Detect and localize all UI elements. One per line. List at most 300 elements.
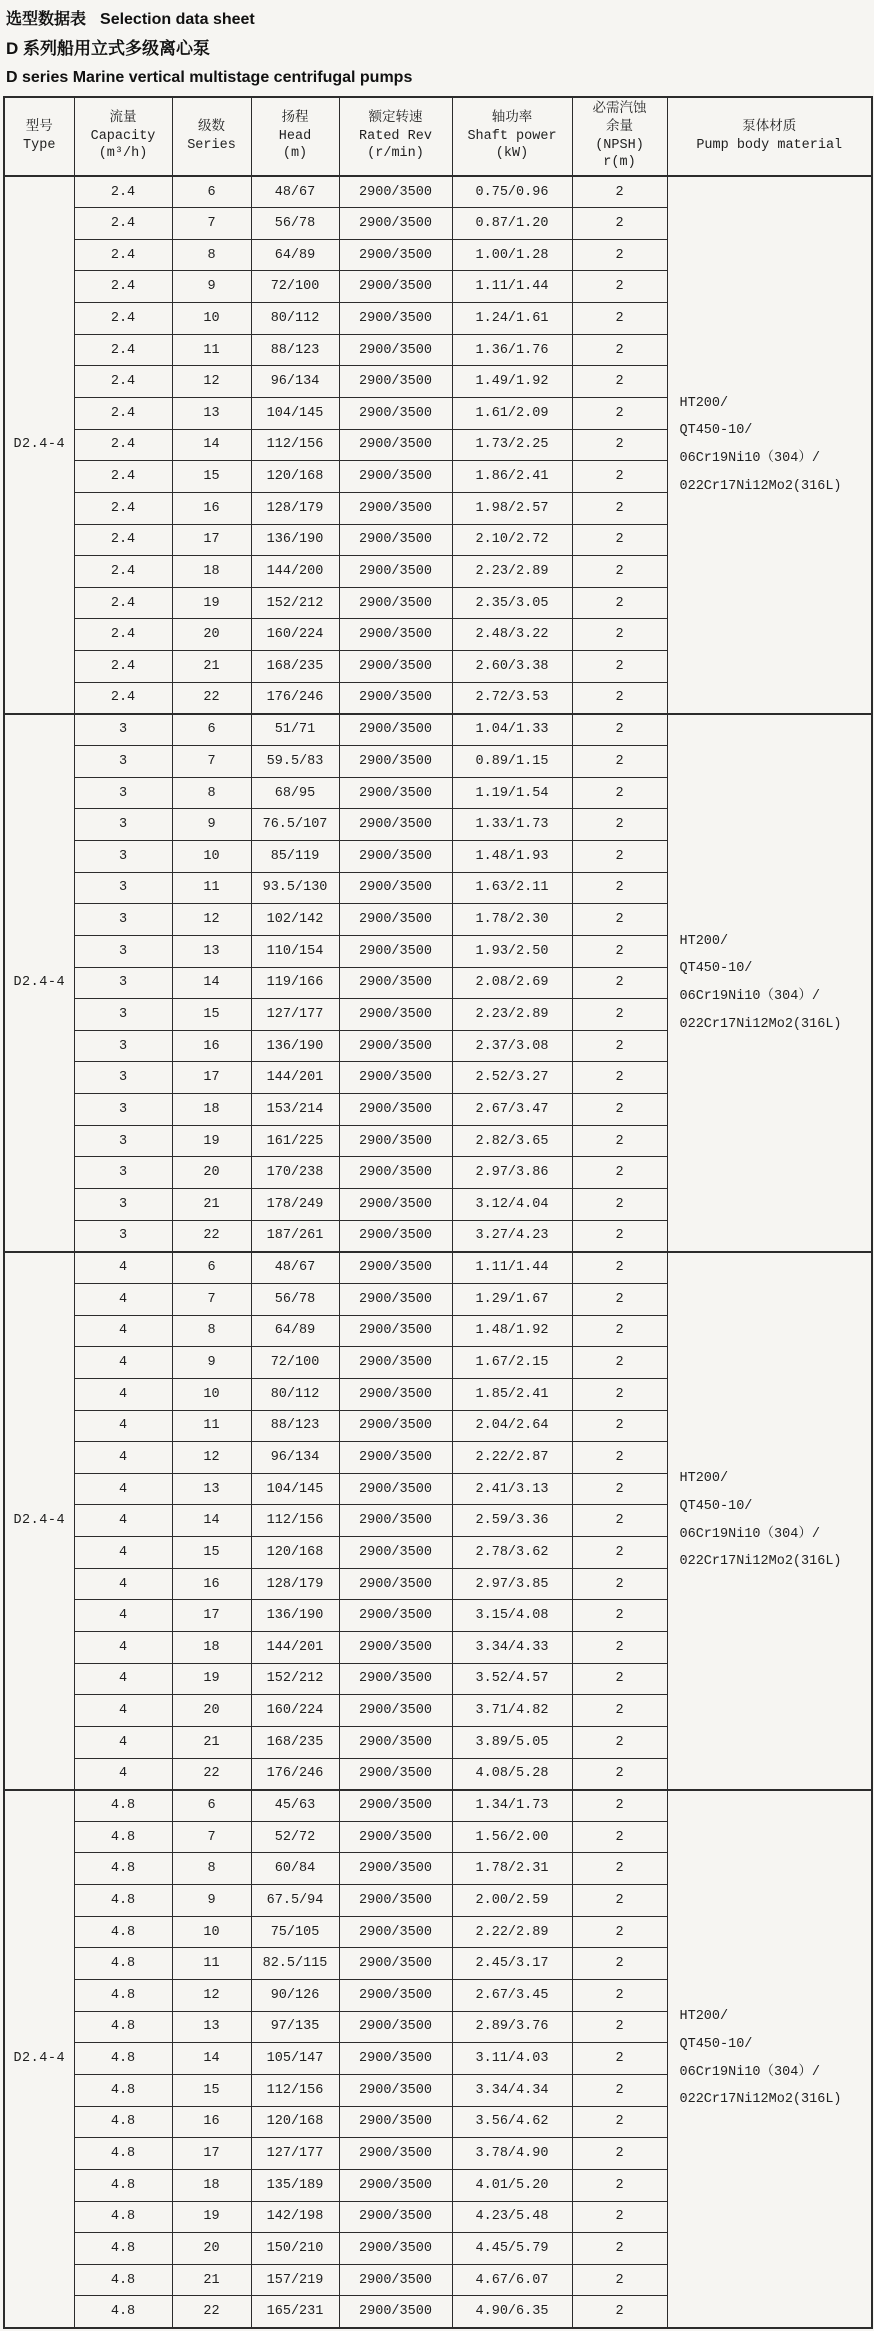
rated-rev-cell: 2900/3500 <box>339 967 452 999</box>
rated-rev-cell: 2900/3500 <box>339 1473 452 1505</box>
series-cell: 11 <box>172 1410 251 1442</box>
rated-rev-cell: 2900/3500 <box>339 2011 452 2043</box>
capacity-cell: 4 <box>74 1663 172 1695</box>
series-cell: 9 <box>172 271 251 303</box>
head-cell: 110/154 <box>251 935 339 967</box>
npsh-cell: 2 <box>572 524 667 556</box>
npsh-cell: 2 <box>572 239 667 271</box>
shaft-power-cell: 1.86/2.41 <box>452 461 572 493</box>
npsh-cell: 2 <box>572 492 667 524</box>
rated-rev-cell: 2900/3500 <box>339 999 452 1031</box>
series-cell: 7 <box>172 746 251 778</box>
rated-rev-cell: 2900/3500 <box>339 2264 452 2296</box>
column-header-line: (kW) <box>495 146 529 162</box>
capacity-cell: 3 <box>74 1030 172 1062</box>
material-line: 022Cr17Ni12Mo2(316L) <box>679 1016 842 1032</box>
material-line: 06Cr19Ni10（304）/ <box>679 988 820 1004</box>
capacity-cell: 2.4 <box>74 492 172 524</box>
shaft-power-cell: 2.35/3.05 <box>452 587 572 619</box>
head-cell: 157/219 <box>251 2264 339 2296</box>
npsh-cell: 2 <box>572 935 667 967</box>
series-cell: 11 <box>172 1948 251 1980</box>
series-cell: 21 <box>172 1189 251 1221</box>
capacity-cell: 2.4 <box>74 587 172 619</box>
rated-rev-cell: 2900/3500 <box>339 2138 452 2170</box>
capacity-cell: 4 <box>74 1505 172 1537</box>
head-cell: 96/134 <box>251 366 339 398</box>
npsh-cell: 2 <box>572 1030 667 1062</box>
column-header-line: 型号 <box>25 119 53 135</box>
series-cell: 19 <box>172 587 251 619</box>
shaft-power-cell: 3.34/4.34 <box>452 2074 572 2106</box>
rated-rev-cell: 2900/3500 <box>339 1442 452 1474</box>
series-cell: 17 <box>172 2138 251 2170</box>
rated-rev-cell: 2900/3500 <box>339 1378 452 1410</box>
npsh-cell: 2 <box>572 1948 667 1980</box>
capacity-cell: 4.8 <box>74 1821 172 1853</box>
series-cell: 11 <box>172 334 251 366</box>
shaft-power-cell: 3.34/4.33 <box>452 1631 572 1663</box>
head-cell: 59.5/83 <box>251 746 339 778</box>
head-cell: 136/190 <box>251 1600 339 1632</box>
rated-rev-cell: 2900/3500 <box>339 809 452 841</box>
head-cell: 102/142 <box>251 904 339 936</box>
rated-rev-cell: 2900/3500 <box>339 1980 452 2012</box>
capacity-cell: 3 <box>74 746 172 778</box>
rated-rev-cell: 2900/3500 <box>339 1283 452 1315</box>
head-cell: 119/166 <box>251 967 339 999</box>
npsh-cell: 2 <box>572 746 667 778</box>
shaft-power-cell: 1.93/2.50 <box>452 935 572 967</box>
rated-rev-cell: 2900/3500 <box>339 714 452 746</box>
capacity-cell: 4.8 <box>74 2169 172 2201</box>
shaft-power-cell: 2.52/3.27 <box>452 1062 572 1094</box>
rated-rev-cell: 2900/3500 <box>339 1125 452 1157</box>
material-line: QT450-10/ <box>679 961 753 977</box>
shaft-power-cell: 1.48/1.92 <box>452 1315 572 1347</box>
npsh-cell: 2 <box>572 303 667 335</box>
head-cell: 136/190 <box>251 1030 339 1062</box>
rated-rev-cell: 2900/3500 <box>339 334 452 366</box>
shaft-power-cell: 1.04/1.33 <box>452 714 572 746</box>
capacity-cell: 4.8 <box>74 2043 172 2075</box>
shaft-power-cell: 1.49/1.92 <box>452 366 572 398</box>
series-cell: 14 <box>172 1505 251 1537</box>
column-header-npsh <box>572 97 667 176</box>
column-header-capacity <box>74 97 172 176</box>
column-header-line: (m) <box>282 146 308 162</box>
capacity-cell: 3 <box>74 1189 172 1221</box>
page-subtitle-en: D series Marine vertical multistage centrifugal pumps <box>6 68 413 86</box>
head-cell: 153/214 <box>251 1094 339 1126</box>
column-header-line: Series <box>187 137 236 153</box>
rated-rev-cell: 2900/3500 <box>339 1252 452 1284</box>
head-cell: 152/212 <box>251 1663 339 1695</box>
series-cell: 8 <box>172 1315 251 1347</box>
table-row <box>4 1252 872 1284</box>
npsh-cell: 2 <box>572 1347 667 1379</box>
capacity-cell: 3 <box>74 935 172 967</box>
head-cell: 88/123 <box>251 1410 339 1442</box>
capacity-cell: 4 <box>74 1568 172 1600</box>
shaft-power-cell: 1.85/2.41 <box>452 1378 572 1410</box>
npsh-cell: 2 <box>572 999 667 1031</box>
npsh-cell: 2 <box>572 2201 667 2233</box>
head-cell: 48/67 <box>251 1252 339 1284</box>
npsh-cell: 2 <box>572 461 667 493</box>
document-header <box>0 0 874 89</box>
shaft-power-cell: 1.19/1.54 <box>452 777 572 809</box>
series-cell: 18 <box>172 2169 251 2201</box>
head-cell: 144/201 <box>251 1631 339 1663</box>
npsh-cell: 2 <box>572 1821 667 1853</box>
rated-rev-cell: 2900/3500 <box>339 2169 452 2201</box>
npsh-cell: 2 <box>572 872 667 904</box>
npsh-cell: 2 <box>572 1916 667 1948</box>
series-cell: 15 <box>172 999 251 1031</box>
npsh-cell: 2 <box>572 429 667 461</box>
rated-rev-cell: 2900/3500 <box>339 1885 452 1917</box>
capacity-cell: 4 <box>74 1410 172 1442</box>
shaft-power-cell: 1.29/1.67 <box>452 1283 572 1315</box>
shaft-power-cell: 2.67/3.47 <box>452 1094 572 1126</box>
series-cell: 6 <box>172 714 251 746</box>
capacity-cell: 4.8 <box>74 1948 172 1980</box>
npsh-cell: 2 <box>572 1885 667 1917</box>
rated-rev-cell: 2900/3500 <box>339 1315 452 1347</box>
shaft-power-cell: 2.23/2.89 <box>452 556 572 588</box>
npsh-cell: 2 <box>572 619 667 651</box>
head-cell: 97/135 <box>251 2011 339 2043</box>
series-cell: 7 <box>172 208 251 240</box>
capacity-cell: 3 <box>74 904 172 936</box>
capacity-cell: 4.8 <box>74 2106 172 2138</box>
shaft-power-cell: 1.34/1.73 <box>452 1790 572 1822</box>
series-cell: 12 <box>172 904 251 936</box>
npsh-cell: 2 <box>572 1695 667 1727</box>
capacity-cell: 4.8 <box>74 1885 172 1917</box>
head-cell: 150/210 <box>251 2233 339 2265</box>
rated-rev-cell: 2900/3500 <box>339 904 452 936</box>
capacity-cell: 4.8 <box>74 1853 172 1885</box>
rated-rev-cell: 2900/3500 <box>339 2233 452 2265</box>
capacity-cell: 4 <box>74 1600 172 1632</box>
type-cell: D2.4-4 <box>4 176 74 714</box>
head-cell: 45/63 <box>251 1790 339 1822</box>
capacity-cell: 2.4 <box>74 398 172 430</box>
shaft-power-cell: 2.59/3.36 <box>452 1505 572 1537</box>
series-cell: 15 <box>172 461 251 493</box>
material-line: HT200/ <box>679 2009 729 2025</box>
shaft-power-cell: 2.97/3.85 <box>452 1568 572 1600</box>
capacity-cell: 4 <box>74 1473 172 1505</box>
shaft-power-cell: 2.22/2.89 <box>452 1916 572 1948</box>
table-row <box>4 176 872 208</box>
shaft-power-cell: 4.23/5.48 <box>452 2201 572 2233</box>
series-cell: 15 <box>172 1537 251 1569</box>
head-cell: 80/112 <box>251 303 339 335</box>
rated-rev-cell: 2900/3500 <box>339 1663 452 1695</box>
capacity-cell: 2.4 <box>74 429 172 461</box>
capacity-cell: 3 <box>74 967 172 999</box>
capacity-cell: 4 <box>74 1442 172 1474</box>
npsh-cell: 2 <box>572 176 667 208</box>
series-cell: 22 <box>172 1220 251 1252</box>
type-cell: D2.4-4 <box>4 714 74 1252</box>
rated-rev-cell: 2900/3500 <box>339 556 452 588</box>
npsh-cell: 2 <box>572 1410 667 1442</box>
material-line: 06Cr19Ni10（304）/ <box>679 2064 820 2080</box>
npsh-cell: 2 <box>572 1189 667 1221</box>
page-subtitle-zh: D 系列船用立式多级离心泵 <box>6 39 210 59</box>
capacity-cell: 3 <box>74 840 172 872</box>
npsh-cell: 2 <box>572 1568 667 1600</box>
capacity-cell: 2.4 <box>74 524 172 556</box>
head-cell: 127/177 <box>251 2138 339 2170</box>
column-header-material <box>667 97 872 176</box>
rated-rev-cell: 2900/3500 <box>339 524 452 556</box>
column-header-line: 余量 <box>606 119 633 135</box>
rated-rev-cell: 2900/3500 <box>339 2296 452 2328</box>
head-cell: 72/100 <box>251 1347 339 1379</box>
npsh-cell: 2 <box>572 1663 667 1695</box>
series-cell: 10 <box>172 840 251 872</box>
series-cell: 18 <box>172 556 251 588</box>
rated-rev-cell: 2900/3500 <box>339 872 452 904</box>
head-cell: 64/89 <box>251 1315 339 1347</box>
pump-table-body <box>4 176 872 2328</box>
series-cell: 16 <box>172 492 251 524</box>
series-cell: 16 <box>172 1568 251 1600</box>
shaft-power-cell: 0.87/1.20 <box>452 208 572 240</box>
series-cell: 8 <box>172 777 251 809</box>
material-line: HT200/ <box>679 395 729 411</box>
head-cell: 85/119 <box>251 840 339 872</box>
npsh-cell: 2 <box>572 1537 667 1569</box>
series-cell: 22 <box>172 1758 251 1790</box>
series-cell: 17 <box>172 524 251 556</box>
series-cell: 9 <box>172 1347 251 1379</box>
series-cell: 14 <box>172 967 251 999</box>
rated-rev-cell: 2900/3500 <box>339 1220 452 1252</box>
shaft-power-cell: 1.33/1.73 <box>452 809 572 841</box>
capacity-cell: 3 <box>74 1125 172 1157</box>
capacity-cell: 4 <box>74 1283 172 1315</box>
selection-data-table <box>3 96 873 2329</box>
capacity-cell: 2.4 <box>74 271 172 303</box>
npsh-cell: 2 <box>572 1473 667 1505</box>
column-header-line: 额定转速 <box>368 111 423 127</box>
head-cell: 136/190 <box>251 524 339 556</box>
rated-rev-cell: 2900/3500 <box>339 1916 452 1948</box>
capacity-cell: 2.4 <box>74 366 172 398</box>
column-header-line: Shaft power <box>467 128 557 144</box>
column-header-line: Rated Rev <box>359 128 432 144</box>
rated-rev-cell: 2900/3500 <box>339 682 452 714</box>
npsh-cell: 2 <box>572 1125 667 1157</box>
shaft-power-cell: 2.78/3.62 <box>452 1537 572 1569</box>
capacity-cell: 4 <box>74 1537 172 1569</box>
column-header-line: 扬程 <box>281 111 309 127</box>
type-cell: D2.4-4 <box>4 1252 74 1790</box>
shaft-power-cell: 3.12/4.04 <box>452 1189 572 1221</box>
head-cell: 168/235 <box>251 651 339 683</box>
npsh-cell: 2 <box>572 1157 667 1189</box>
series-cell: 19 <box>172 1663 251 1695</box>
series-cell: 18 <box>172 1631 251 1663</box>
material-cell <box>667 1252 872 1790</box>
shaft-power-cell: 1.73/2.25 <box>452 429 572 461</box>
series-cell: 20 <box>172 1157 251 1189</box>
rated-rev-cell: 2900/3500 <box>339 492 452 524</box>
rated-rev-cell: 2900/3500 <box>339 1568 452 1600</box>
series-cell: 14 <box>172 2043 251 2075</box>
rated-rev-cell: 2900/3500 <box>339 429 452 461</box>
series-cell: 11 <box>172 872 251 904</box>
head-cell: 64/89 <box>251 239 339 271</box>
npsh-cell: 2 <box>572 1315 667 1347</box>
shaft-power-cell: 0.75/0.96 <box>452 176 572 208</box>
head-cell: 96/134 <box>251 1442 339 1474</box>
npsh-cell: 2 <box>572 714 667 746</box>
rated-rev-cell: 2900/3500 <box>339 1094 452 1126</box>
capacity-cell: 2.4 <box>74 208 172 240</box>
npsh-cell: 2 <box>572 1631 667 1663</box>
head-cell: 165/231 <box>251 2296 339 2328</box>
column-header-line: 轴功率 <box>491 111 533 127</box>
series-cell: 8 <box>172 1853 251 1885</box>
npsh-cell: 2 <box>572 651 667 683</box>
capacity-cell: 4.8 <box>74 2138 172 2170</box>
type-cell: D2.4-4 <box>4 1790 74 2328</box>
shaft-power-cell: 1.36/1.76 <box>452 334 572 366</box>
capacity-cell: 2.4 <box>74 461 172 493</box>
rated-rev-cell: 2900/3500 <box>339 1410 452 1442</box>
shaft-power-cell: 2.67/3.45 <box>452 1980 572 2012</box>
head-cell: 52/72 <box>251 1821 339 1853</box>
npsh-cell: 2 <box>572 2074 667 2106</box>
column-header-shaft-power <box>452 97 572 176</box>
material-line: 022Cr17Ni12Mo2(316L) <box>679 1554 842 1570</box>
capacity-cell: 2.4 <box>74 176 172 208</box>
shaft-power-cell: 1.11/1.44 <box>452 271 572 303</box>
capacity-cell: 3 <box>74 714 172 746</box>
shaft-power-cell: 1.48/1.93 <box>452 840 572 872</box>
series-cell: 18 <box>172 1094 251 1126</box>
rated-rev-cell: 2900/3500 <box>339 1726 452 1758</box>
column-header-line: 泵体材质 <box>742 119 797 135</box>
column-header-line: Capacity <box>90 128 156 144</box>
capacity-cell: 4 <box>74 1252 172 1284</box>
column-header-line: (m³/h) <box>98 146 148 162</box>
npsh-cell: 2 <box>572 1283 667 1315</box>
rated-rev-cell: 2900/3500 <box>339 1790 452 1822</box>
capacity-cell: 4.8 <box>74 1916 172 1948</box>
series-cell: 10 <box>172 1378 251 1410</box>
npsh-cell: 2 <box>572 2233 667 2265</box>
npsh-cell: 2 <box>572 809 667 841</box>
rated-rev-cell: 2900/3500 <box>339 840 452 872</box>
shaft-power-cell: 2.00/2.59 <box>452 1885 572 1917</box>
rated-rev-cell: 2900/3500 <box>339 2106 452 2138</box>
series-cell: 9 <box>172 809 251 841</box>
head-cell: 80/112 <box>251 1378 339 1410</box>
npsh-cell: 2 <box>572 840 667 872</box>
npsh-cell: 2 <box>572 334 667 366</box>
material-line: QT450-10/ <box>679 2036 753 2052</box>
series-cell: 10 <box>172 1916 251 1948</box>
capacity-cell: 3 <box>74 872 172 904</box>
npsh-cell: 2 <box>572 1442 667 1474</box>
shaft-power-cell: 1.61/2.09 <box>452 398 572 430</box>
capacity-cell: 4.8 <box>74 2233 172 2265</box>
series-cell: 20 <box>172 1695 251 1727</box>
series-cell: 21 <box>172 651 251 683</box>
rated-rev-cell: 2900/3500 <box>339 1695 452 1727</box>
npsh-cell: 2 <box>572 904 667 936</box>
shaft-power-cell: 2.97/3.86 <box>452 1157 572 1189</box>
shaft-power-cell: 1.56/2.00 <box>452 1821 572 1853</box>
shaft-power-cell: 4.08/5.28 <box>452 1758 572 1790</box>
npsh-cell: 2 <box>572 2264 667 2296</box>
head-cell: 142/198 <box>251 2201 339 2233</box>
head-cell: 128/179 <box>251 492 339 524</box>
npsh-cell: 2 <box>572 271 667 303</box>
shaft-power-cell: 2.22/2.87 <box>452 1442 572 1474</box>
head-cell: 144/200 <box>251 556 339 588</box>
npsh-cell: 2 <box>572 2011 667 2043</box>
shaft-power-cell: 3.52/4.57 <box>452 1663 572 1695</box>
column-header-line: Head <box>278 128 312 144</box>
series-cell: 13 <box>172 2011 251 2043</box>
material-cell <box>667 1790 872 2328</box>
capacity-cell: 4 <box>74 1631 172 1663</box>
rated-rev-cell: 2900/3500 <box>339 1948 452 1980</box>
rated-rev-cell: 2900/3500 <box>339 1758 452 1790</box>
column-header-series <box>172 97 251 176</box>
shaft-power-cell: 2.37/3.08 <box>452 1030 572 1062</box>
head-cell: 112/156 <box>251 429 339 461</box>
head-cell: 187/261 <box>251 1220 339 1252</box>
rated-rev-cell: 2900/3500 <box>339 777 452 809</box>
npsh-cell: 2 <box>572 398 667 430</box>
shaft-power-cell: 2.89/3.76 <box>452 2011 572 2043</box>
npsh-cell: 2 <box>572 1758 667 1790</box>
shaft-power-cell: 3.56/4.62 <box>452 2106 572 2138</box>
rated-rev-cell: 2900/3500 <box>339 366 452 398</box>
material-line: 06Cr19Ni10（304）/ <box>679 1526 820 1542</box>
head-cell: 144/201 <box>251 1062 339 1094</box>
capacity-cell: 4 <box>74 1758 172 1790</box>
column-header-line: 流量 <box>109 111 137 127</box>
capacity-cell: 4 <box>74 1726 172 1758</box>
capacity-cell: 4 <box>74 1347 172 1379</box>
series-cell: 10 <box>172 303 251 335</box>
shaft-power-cell: 2.10/2.72 <box>452 524 572 556</box>
series-cell: 22 <box>172 2296 251 2328</box>
head-cell: 160/224 <box>251 1695 339 1727</box>
capacity-cell: 2.4 <box>74 651 172 683</box>
rated-rev-cell: 2900/3500 <box>339 1189 452 1221</box>
head-cell: 48/67 <box>251 176 339 208</box>
npsh-cell: 2 <box>572 1980 667 2012</box>
capacity-cell: 4.8 <box>74 2074 172 2106</box>
rated-rev-cell: 2900/3500 <box>339 2043 452 2075</box>
column-header-type <box>4 97 74 176</box>
capacity-cell: 2.4 <box>74 682 172 714</box>
series-cell: 12 <box>172 366 251 398</box>
rated-rev-cell: 2900/3500 <box>339 398 452 430</box>
